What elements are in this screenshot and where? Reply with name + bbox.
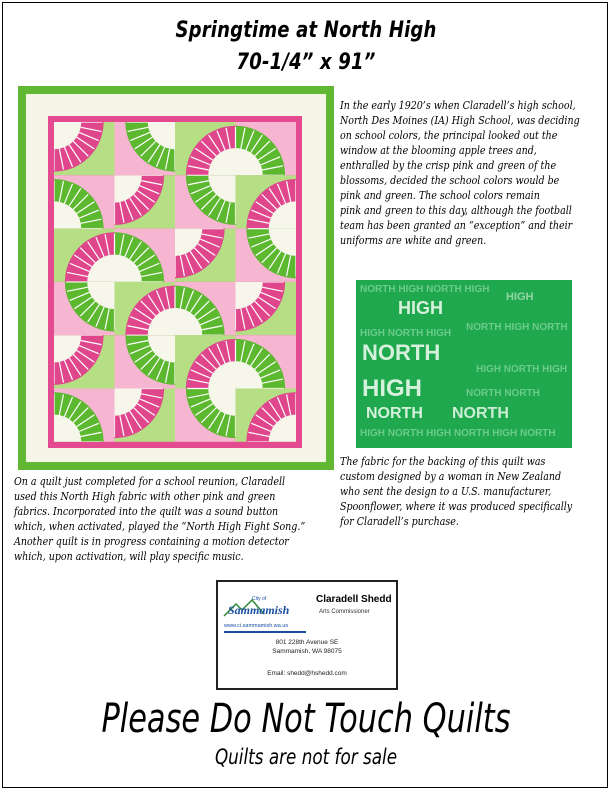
quilt-paragraph	[14, 474, 305, 564]
story-line: In the early 1920’s when Claradell’s high school,	[340, 99, 576, 112]
story-line: enthralled by the crisp pink and green of the	[340, 159, 557, 172]
logo-small-text: City of	[252, 596, 267, 602]
fabric-word: NORTH	[366, 405, 423, 422]
fabric-word: NORTH	[452, 405, 509, 422]
story-line: blossoms, decided the school colors would be	[340, 174, 560, 187]
story-line: uniforms are white and green.	[340, 234, 487, 247]
fabric-word: HIGH	[506, 291, 534, 303]
fabric-paragraph	[340, 454, 572, 529]
quilt-line: used this North High fabric with other pink and green	[14, 490, 276, 503]
logo-text: Sammamish	[228, 603, 290, 617]
city-logo	[222, 590, 312, 624]
do-not-touch-notice: Please Do Not Touch Quilts	[101, 696, 511, 742]
story-line: window at the blooming apple trees and,	[340, 144, 537, 157]
story-paragraph	[340, 98, 580, 248]
fabric-word: HIGH	[398, 298, 443, 318]
quilt-blocks	[18, 86, 334, 470]
fabric-pattern-text: NORTH HIGH NORTH HIGH	[360, 284, 490, 295]
card-role: Arts Commissioner	[319, 609, 370, 615]
fabric-line: Spoonflower, where it was produced specifically	[340, 500, 573, 513]
story-line: North Des Moines (IA) High School, was deciding	[340, 114, 580, 127]
quilt-line: which, upon activation, will play specific music.	[14, 550, 244, 563]
fabric-line: The fabric for the backing of this quilt was	[340, 455, 546, 468]
card-address-line: Sammamish, WA 98075	[272, 648, 342, 655]
business-card	[216, 580, 398, 690]
quilt-line: fabrics. Incorporated into the quilt was a sound button	[14, 505, 279, 518]
card-divider	[224, 631, 306, 633]
card-address-line: 801 228th Avenue SE	[275, 639, 339, 646]
fabric-word: HIGH	[362, 375, 422, 402]
fabric-swatch	[356, 280, 572, 448]
quilt-photo	[18, 86, 334, 470]
fabric-pattern-text: HIGH NORTH HIGH	[360, 328, 452, 339]
story-line: team has been granted an “exception” and their	[340, 219, 573, 232]
story-line: on school colors, the principal looked out the	[340, 129, 558, 142]
quilt-dimensions: 70-1/4” x 91”	[236, 50, 376, 75]
quilt-line: Another quilt is in progress containing a motion detector	[14, 535, 289, 548]
not-for-sale-notice: Quilts are not for sale	[214, 745, 398, 769]
fabric-pattern-text: NORTH NORTH	[466, 388, 540, 399]
fabric-line: custom designed by a woman in New Zealand	[340, 470, 562, 483]
fabric-pattern-text: HIGH NORTH HIGH NORTH HIGH NORTH	[360, 428, 556, 439]
quilt-line: which, when activated, played the “North High Fight Song.”	[14, 520, 306, 533]
page-title: Springtime at North High	[175, 18, 437, 43]
card-email: Email: shedd@hshedd.com	[267, 670, 347, 677]
story-line: pink and green. The school colors remain	[340, 189, 540, 202]
story-line: pink and green to this day, although the football	[340, 204, 572, 217]
quilt-line: On a quilt just completed for a school reunion, Claradell	[14, 475, 286, 488]
fabric-word: NORTH	[362, 340, 441, 365]
fabric-pattern-text: HIGH NORTH HIGH	[476, 364, 568, 375]
card-name: Claradell Shedd	[316, 594, 392, 605]
fabric-line: who sent the design to a U.S. manufacturer,	[340, 485, 552, 498]
fabric-pattern-text: NORTH HIGH NORTH	[466, 322, 568, 333]
card-url: www.ci.sammamish.wa.us	[224, 623, 289, 629]
fabric-line: for Claradell’s purchase.	[340, 515, 459, 528]
